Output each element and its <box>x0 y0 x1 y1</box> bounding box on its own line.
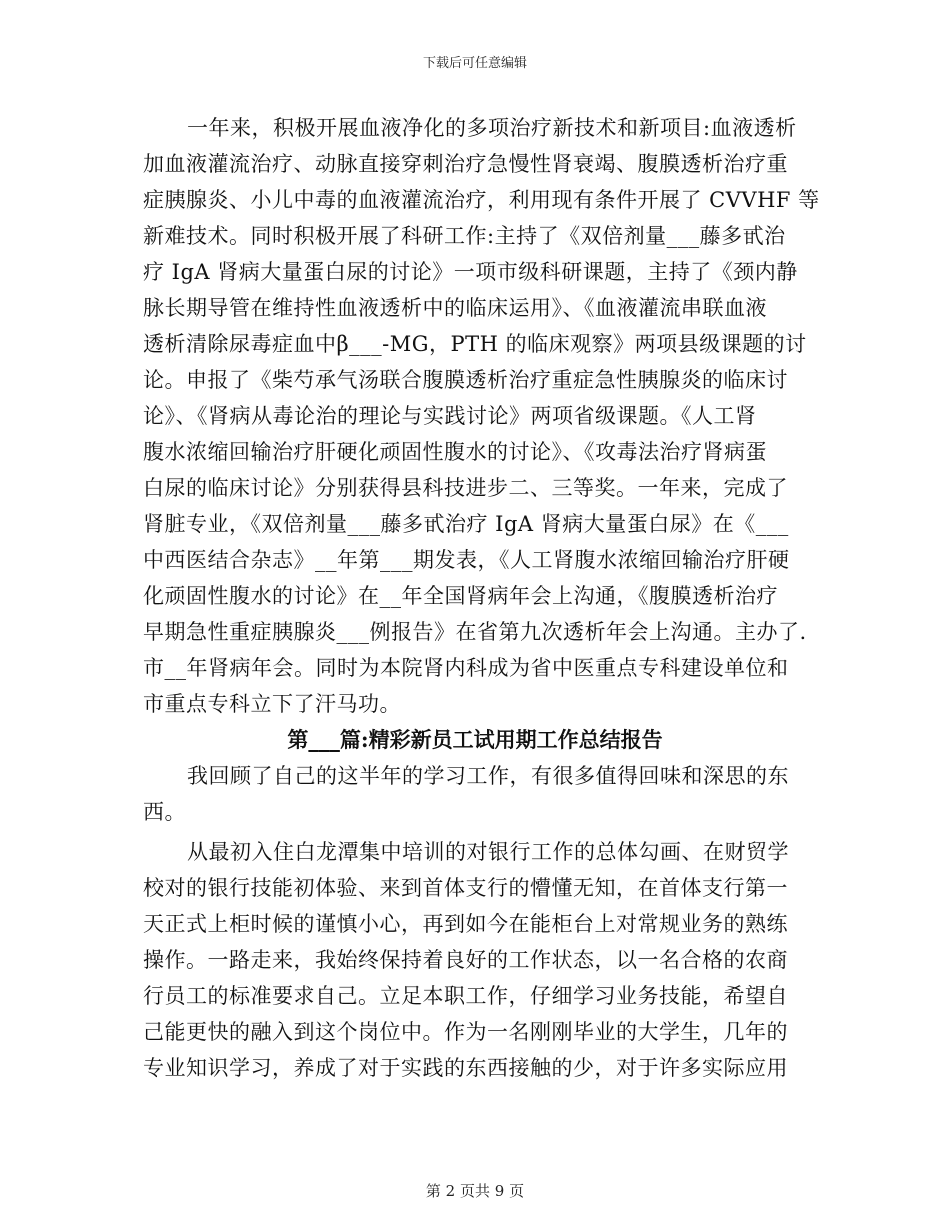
text-line: 症胰腺炎、小儿中毒的血液灌流治疗，利用现有条件开展了 CVVHF 等 <box>143 188 820 212</box>
text-line: 一年来，积极开展血液净化的多项治疗新技术和新项目:血液透析 <box>187 116 797 140</box>
text-line: 操作。一路走来，我始终保持着良好的工作状态，以一名合格的农商 <box>143 948 788 972</box>
text-line: 己能更快的融入到这个岗位中。作为一名刚刚毕业的大学生，几年的 <box>143 1020 788 1044</box>
text-line: 校对的银行技能初体验、来到首体支行的懵懂无知，在首体支行第一 <box>143 876 788 900</box>
text-line: 市__年肾病年会。同时为本院肾内科成为省中医重点专科建设单位和 <box>143 656 789 680</box>
text-line: 肾脏专业，《双倍剂量___藤多甙治疗 IgA 肾病大量蛋白尿》在《___ <box>143 512 789 536</box>
text-line: 行员工的标准要求自己。立足本职工作，仔细学习业务技能，希望自 <box>143 984 788 1008</box>
text-line: 脉长期导管在维持性血液透析中的临床运用》、《血液灌流串联血液 <box>143 296 767 320</box>
text-line: 化顽固性腹水的讨论》在__年全国肾病年会上沟通，《腹膜透析治疗 <box>143 584 778 608</box>
text-line: 疗 IgA 肾病大量蛋白尿的讨论》一项市级科研课题，主持了《颈内静 <box>143 260 798 284</box>
text-line: 腹水浓缩回输治疗肝硬化顽固性腹水的讨论》、《攻毒法治疗肾病蛋 <box>143 440 767 464</box>
text-line: 加血液灌流治疗、动脉直接穿刺治疗急慢性肾衰竭、腹膜透析治疗重 <box>143 152 788 176</box>
text-line: 我回顾了自己的这半年的学习工作，有很多值得回味和深思的东 <box>187 764 789 788</box>
text-line: 论》、《肾病从毒论治的理论与实践讨论》两项省级课题。《人工肾 <box>143 404 757 428</box>
section-heading: 第___篇:精彩新员工试用期工作总结报告 <box>287 727 663 752</box>
text-line: 新难技术。同时积极开展了科研工作:主持了《双倍剂量___藤多甙治 <box>143 224 786 248</box>
text-line: 论。申报了《柴芍承气汤联合腹膜透析治疗重症急性胰腺炎的临床讨 <box>143 368 788 392</box>
text-line: 市重点专科立下了汗马功。 <box>143 692 401 716</box>
text-line: 天正式上柜时候的谨慎小心，再到如今在能柜台上对常规业务的熟练 <box>143 912 788 936</box>
text-line: 透析清除尿毒症血中β___-MG，PTH 的临床观察》两项县级课题的讨 <box>143 332 807 356</box>
text-line: 中西医结合杂志》__年第___期发表，《人工肾腹水浓缩回输治疗肝硬 <box>143 548 790 572</box>
page-footer: 第 2 页共 9 页 <box>425 1182 525 1200</box>
text-line: 专业知识学习，养成了对于实践的东西接触的少，对于许多实际应用 <box>143 1056 788 1080</box>
text-line: 白尿的临床讨论》分别获得县科技进步二、三等奖。一年来，完成了 <box>143 476 788 500</box>
text-line: 早期急性重症胰腺炎___例报告》在省第九次透析年会上沟通。主办了. <box>143 620 807 644</box>
text-line: 从最初入住白龙潭集中培训的对银行工作的总体勾画、在财贸学 <box>187 840 789 864</box>
text-line: 西。 <box>143 800 186 824</box>
page-header: 下载后可任意编辑 <box>422 56 527 71</box>
